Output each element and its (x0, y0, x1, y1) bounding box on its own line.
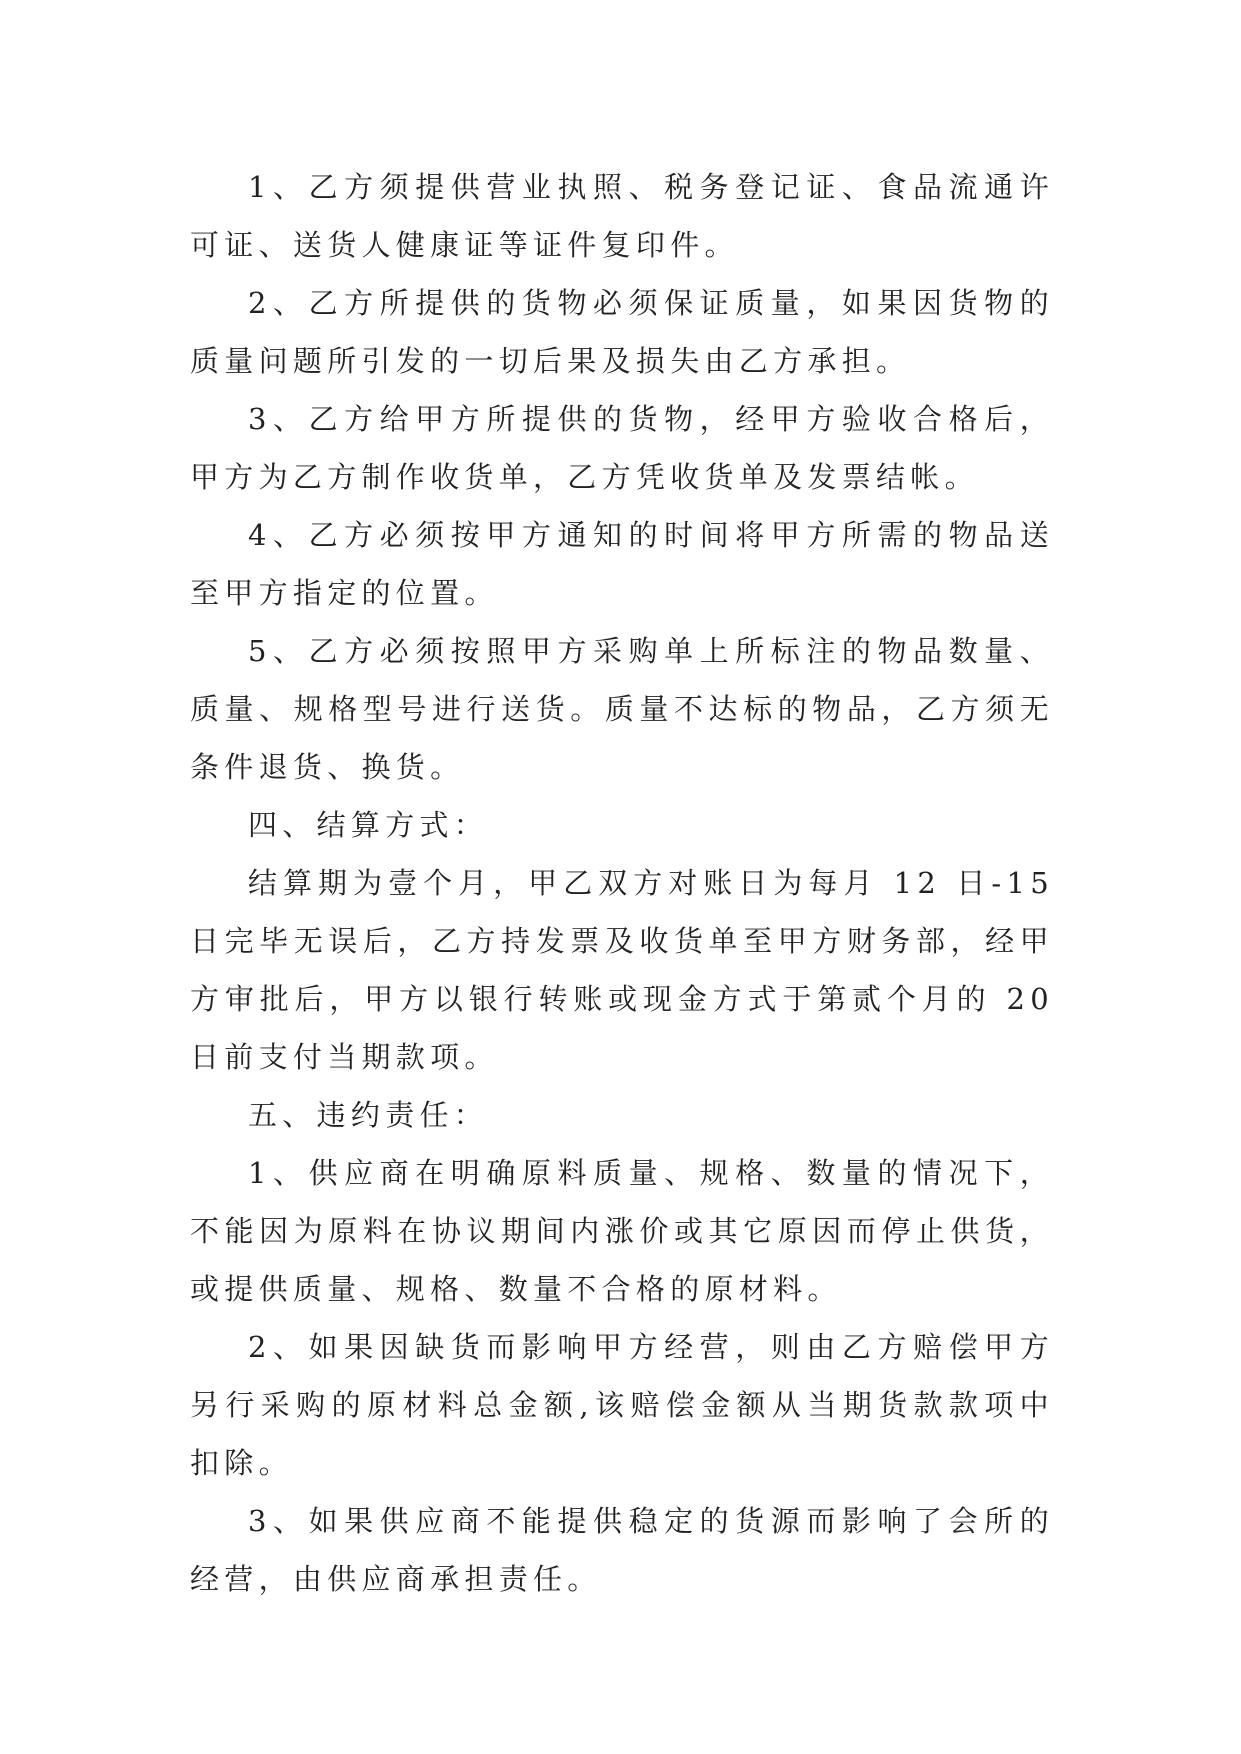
paragraph-clause-3-4: 4、乙方必须按甲方通知的时间将甲方所需的物品送至甲方指定的位置。 (190, 518, 1054, 610)
section-heading-settlement: 四、结算方式： (248, 808, 489, 842)
paragraph-settlement: 结算期为壹个月，甲乙双方对账日为每月 12 日-15 日完毕无误后，乙方持发票及收货单至甲方财务部，经甲方审批后，甲方以银行转账或现金方式于第贰个月的 20 日前支付当期款项。 (190, 866, 1054, 1074)
paragraph-clause-3-1: 1、乙方须提供营业执照、税务登记证、食品流通许可证、送货人健康证等证件复印件。 (190, 170, 1054, 262)
paragraph-clause-3-2: 2、乙方所提供的货物必须保证质量，如果因货物的质量问题所引发的一切后果及损失由乙方承担。 (190, 286, 1054, 378)
section-heading-liability: 五、违约责任： (248, 1098, 489, 1132)
paragraph-liability-2: 2、如果因缺货而影响甲方经营，则由乙方赔偿甲方另行采购的原材料总金额,该赔偿金额从当期货款款项中扣除。 (190, 1330, 1054, 1480)
paragraph-clause-3-5: 5、乙方必须按照甲方采购单上所标注的物品数量、质量、规格型号进行送货。质量不达标的物品，乙方须无条件退货、换货。 (190, 634, 1054, 784)
paragraph-liability-1: 1、供应商在明确原料质量、规格、数量的情况下，不能因为原料在协议期间内涨价或其它原因而停止供货，或提供质量、规格、数量不合格的原材料。 (190, 1156, 1054, 1306)
document-body (190, 158, 1054, 1608)
paragraph-clause-3-3: 3、乙方给甲方所提供的货物，经甲方验收合格后，甲方为乙方制作收货单，乙方凭收货单及发票结帐。 (190, 402, 1054, 494)
paragraph-liability-3: 3、如果供应商不能提供稳定的货源而影响了会所的经营，由供应商承担责任。 (190, 1504, 1054, 1596)
